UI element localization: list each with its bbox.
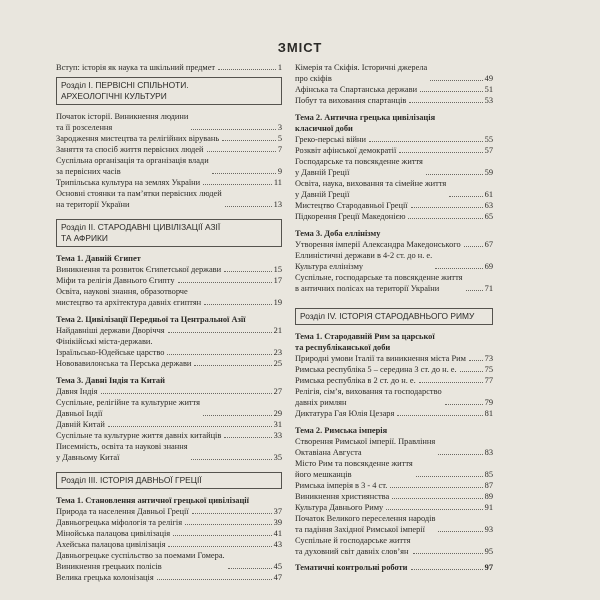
section-heading: Розділ ІІІ. ІСТОРІЯ ДАВНЬОЇ ГРЕЦІЇ bbox=[56, 472, 282, 489]
toc-entry[interactable]: Найдавніші держави Дворіччя 21 bbox=[56, 326, 282, 335]
toc-entry[interactable]: Вступ: історія як наука та шкільний предмет 1 bbox=[56, 63, 282, 72]
page-number: 19 bbox=[273, 298, 282, 307]
toc-entry[interactable]: Римська республіка 5 – середина 3 ст. до н. е. 75 bbox=[295, 365, 493, 374]
theme-heading: Тема 3. Доба еллінізму bbox=[295, 229, 381, 238]
page-number: 21 bbox=[273, 326, 282, 335]
toc-entry[interactable]: Побут та виховання спартанців 53 bbox=[295, 96, 493, 105]
page-number: 55 bbox=[484, 135, 493, 144]
page-number: 11 bbox=[273, 178, 282, 187]
page-number: 23 bbox=[273, 348, 282, 357]
toc-entry[interactable]: Початок історії. Виникнення людини та її розселення 3 bbox=[56, 112, 282, 132]
theme-heading: Тема 1. Давній Єгипет bbox=[56, 254, 141, 263]
page-number: 81 bbox=[484, 409, 493, 418]
theme-heading: Тема 2. Антична грецька цивілізація класичної доби bbox=[295, 113, 436, 133]
toc-entry[interactable]: Мистецтво Стародавньої Греції 63 bbox=[295, 201, 493, 210]
theme-heading: Тема 2. Цивілізації Передньої та Центральної Азії bbox=[56, 315, 246, 324]
toc-entry[interactable]: Господарське та повсякденне життя у Давній Греції 59 bbox=[295, 157, 493, 177]
toc-entry[interactable]: Диктатура Гая Юлія Цезаря 81 bbox=[295, 409, 493, 418]
toc-entry[interactable]: Мінойська палацова цивілізація 41 bbox=[56, 529, 282, 538]
page-number: 3 bbox=[277, 123, 282, 132]
toc-entry[interactable]: Релігія, сім’я, виховання та господарство давніх римлян 79 bbox=[295, 387, 493, 407]
toc-entry[interactable]: Основні стоянки та пам’ятки первісних людей на території України 13 bbox=[56, 189, 282, 209]
page-number: 35 bbox=[273, 453, 282, 462]
page-number: 77 bbox=[484, 376, 493, 385]
toc-entry[interactable]: Давньогрецьке суспільство за поемами Гомера. Виникнення грецьких полісів 45 bbox=[56, 551, 282, 571]
page-number: 79 bbox=[484, 398, 493, 407]
toc-entry-final[interactable]: Тематичні контрольні роботи 97 bbox=[295, 563, 493, 572]
toc-entry[interactable]: Підкорення Греції Македонією 65 bbox=[295, 212, 493, 221]
toc-entry[interactable]: Фінікійські міста-держави. Ізраїльсько-Юдейське царство 23 bbox=[56, 337, 282, 357]
page-number: 65 bbox=[484, 212, 493, 221]
page-number: 89 bbox=[484, 492, 493, 501]
toc-entry[interactable]: Утворення імперії Александра Македонського 67 bbox=[295, 240, 493, 249]
page-number: 31 bbox=[273, 420, 282, 429]
toc-left-column bbox=[56, 62, 282, 583]
toc-entry[interactable]: Розквіт афінської демократії 57 bbox=[295, 146, 493, 155]
toc-entry[interactable]: Кімерія та Скіфія. Історичні джерела про скіфів 49 bbox=[295, 63, 493, 83]
page-number: 71 bbox=[484, 284, 493, 293]
page-number: 69 bbox=[484, 262, 493, 271]
page-number: 97 bbox=[484, 563, 493, 572]
toc-right-column bbox=[295, 62, 493, 573]
toc-entry[interactable]: Суспільне, релігійне та культурне життя Давньої Індії 29 bbox=[56, 398, 282, 418]
page-number: 49 bbox=[484, 74, 493, 83]
page-number: 33 bbox=[273, 431, 282, 440]
page-number: 45 bbox=[273, 562, 282, 571]
page-number: 1 bbox=[277, 63, 282, 72]
toc-entry[interactable]: Культура Давнього Риму 91 bbox=[295, 503, 493, 512]
page-number: 7 bbox=[277, 145, 282, 154]
toc-entry[interactable]: Ахейська палацова цивілізація 43 bbox=[56, 540, 282, 549]
toc-entry[interactable]: Нововавилонська та Перська держави 25 bbox=[56, 359, 282, 368]
toc-entry[interactable]: Виникнення та розвиток Єгипетської держави 15 bbox=[56, 265, 282, 274]
toc-entry[interactable]: Освіта, наука, виховання та сімейне життя у Давній Греції 61 bbox=[295, 179, 493, 199]
page-number: 75 bbox=[484, 365, 493, 374]
theme-heading: Тема 2. Римська імперія bbox=[295, 426, 388, 435]
page-number: 25 bbox=[273, 359, 282, 368]
toc-entry[interactable]: Природні умови Італії та виникнення міста Рим 73 bbox=[295, 354, 493, 363]
toc-entry[interactable]: Афінська та Спартанська держави 51 bbox=[295, 85, 493, 94]
page-number: 43 bbox=[273, 540, 282, 549]
section-heading: Розділ І. ПЕРВІСНІ СПІЛЬНОТИ. АРХЕОЛОГІЧНІ КУЛЬТУРИ bbox=[56, 77, 282, 105]
page-number: 5 bbox=[277, 134, 282, 143]
toc-entry[interactable]: Греко-перські війни 55 bbox=[295, 135, 493, 144]
page-number: 15 bbox=[273, 265, 282, 274]
page-number: 87 bbox=[484, 481, 493, 490]
toc-entry[interactable]: Виникнення християнства 89 bbox=[295, 492, 493, 501]
toc-entry[interactable]: Початок Великого переселення народів та падіння Західної Римської імперії 93 bbox=[295, 514, 493, 534]
toc-entry[interactable]: Суспільне та культурне життя давніх китайців 33 bbox=[56, 431, 282, 440]
toc-entry[interactable]: Суспільна організація та організація влади за первісних часів 9 bbox=[56, 156, 282, 176]
toc-entry[interactable]: Римська республіка в 2 ст. до н. е. 77 bbox=[295, 376, 493, 385]
toc-entry[interactable]: Давня Індія 27 bbox=[56, 387, 282, 396]
theme-heading: Тема 1. Становлення античної грецької цивілізації bbox=[56, 496, 249, 505]
page-number: 37 bbox=[273, 507, 282, 516]
toc-entry[interactable]: Давній Китай 31 bbox=[56, 420, 282, 429]
page-number: 73 bbox=[484, 354, 493, 363]
page-number: 51 bbox=[484, 85, 493, 94]
page-number: 83 bbox=[484, 448, 493, 457]
toc-entry[interactable]: Римська імперія в 3 - 4 ст. 87 bbox=[295, 481, 493, 490]
section-heading: Розділ ІІ. СТАРОДАВНІ ЦИВІЛІЗАЦІЇ АЗІЇ ТА АФРИКИ bbox=[56, 219, 282, 247]
page-number: 39 bbox=[273, 518, 282, 527]
toc-entry[interactable]: Давньогрецька міфологія та релігія 39 bbox=[56, 518, 282, 527]
page-number: 47 bbox=[273, 573, 282, 582]
page-number: 95 bbox=[484, 547, 493, 556]
page-number: 63 bbox=[484, 201, 493, 210]
page-number: 9 bbox=[277, 167, 282, 176]
toc-entry[interactable]: Еллиністичні держави в 4-2 ст. до н. е. Культура еллінізму 69 bbox=[295, 251, 493, 271]
page-number: 85 bbox=[484, 470, 493, 479]
toc-entry[interactable]: Писемність, освіта та наукові знання у Давньому Китаї 35 bbox=[56, 442, 282, 462]
page-number: 41 bbox=[273, 529, 282, 538]
page-number: 93 bbox=[484, 525, 493, 534]
theme-heading: Тема 1. Стародавній Рим за царської та республіканської доби bbox=[295, 332, 435, 352]
section-heading: Розділ IV. ІСТОРІЯ СТАРОДАВНЬОГО РИМУ bbox=[295, 308, 493, 325]
toc-entry[interactable]: Суспільне й господарське життя та духовний світ давніх слов’ян 95 bbox=[295, 536, 493, 556]
toc-entry[interactable]: Місто Рим та повсякденне життя його мешканців 85 bbox=[295, 459, 493, 479]
page-number: 27 bbox=[273, 387, 282, 396]
page-title: ЗМІСТ bbox=[277, 40, 323, 55]
page-number: 59 bbox=[484, 168, 493, 177]
page-number: 29 bbox=[273, 409, 282, 418]
toc-entry[interactable]: Зародження мистецтва та релігійних вірувань 5 bbox=[56, 134, 282, 143]
page-number: 61 bbox=[484, 190, 493, 199]
page-number: 13 bbox=[273, 200, 282, 209]
toc-entry[interactable]: Суспільне, господарське та повсякденне життя в античних полісах на території України 71 bbox=[295, 273, 493, 293]
page-number: 57 bbox=[484, 146, 493, 155]
theme-heading: Тема 3. Давні Індія та Китай bbox=[56, 376, 165, 385]
page-number: 91 bbox=[484, 503, 493, 512]
toc-entry[interactable]: Міфи та релігія Давнього Єгипту 17 bbox=[56, 276, 282, 285]
page-number: 53 bbox=[484, 96, 493, 105]
toc-entry[interactable]: Природа та населення Давньої Греції 37 bbox=[56, 507, 282, 516]
page-number: 67 bbox=[484, 240, 493, 249]
toc-entry[interactable]: Заняття та спосіб життя первісних людей 7 bbox=[56, 145, 282, 154]
toc-entry[interactable]: Велика грецька колонізація 47 bbox=[56, 573, 282, 582]
page-number: 17 bbox=[273, 276, 282, 285]
toc-entry[interactable]: Створення Римської імперії. Правління Октавіана Августа 83 bbox=[295, 437, 493, 457]
toc-entry[interactable]: Освіта, наукові знання, образотворче мистецтво та архітектура давніх єгиптян 19 bbox=[56, 287, 282, 307]
toc-entry[interactable]: Трипільська культура на землях України 11 bbox=[56, 178, 282, 187]
